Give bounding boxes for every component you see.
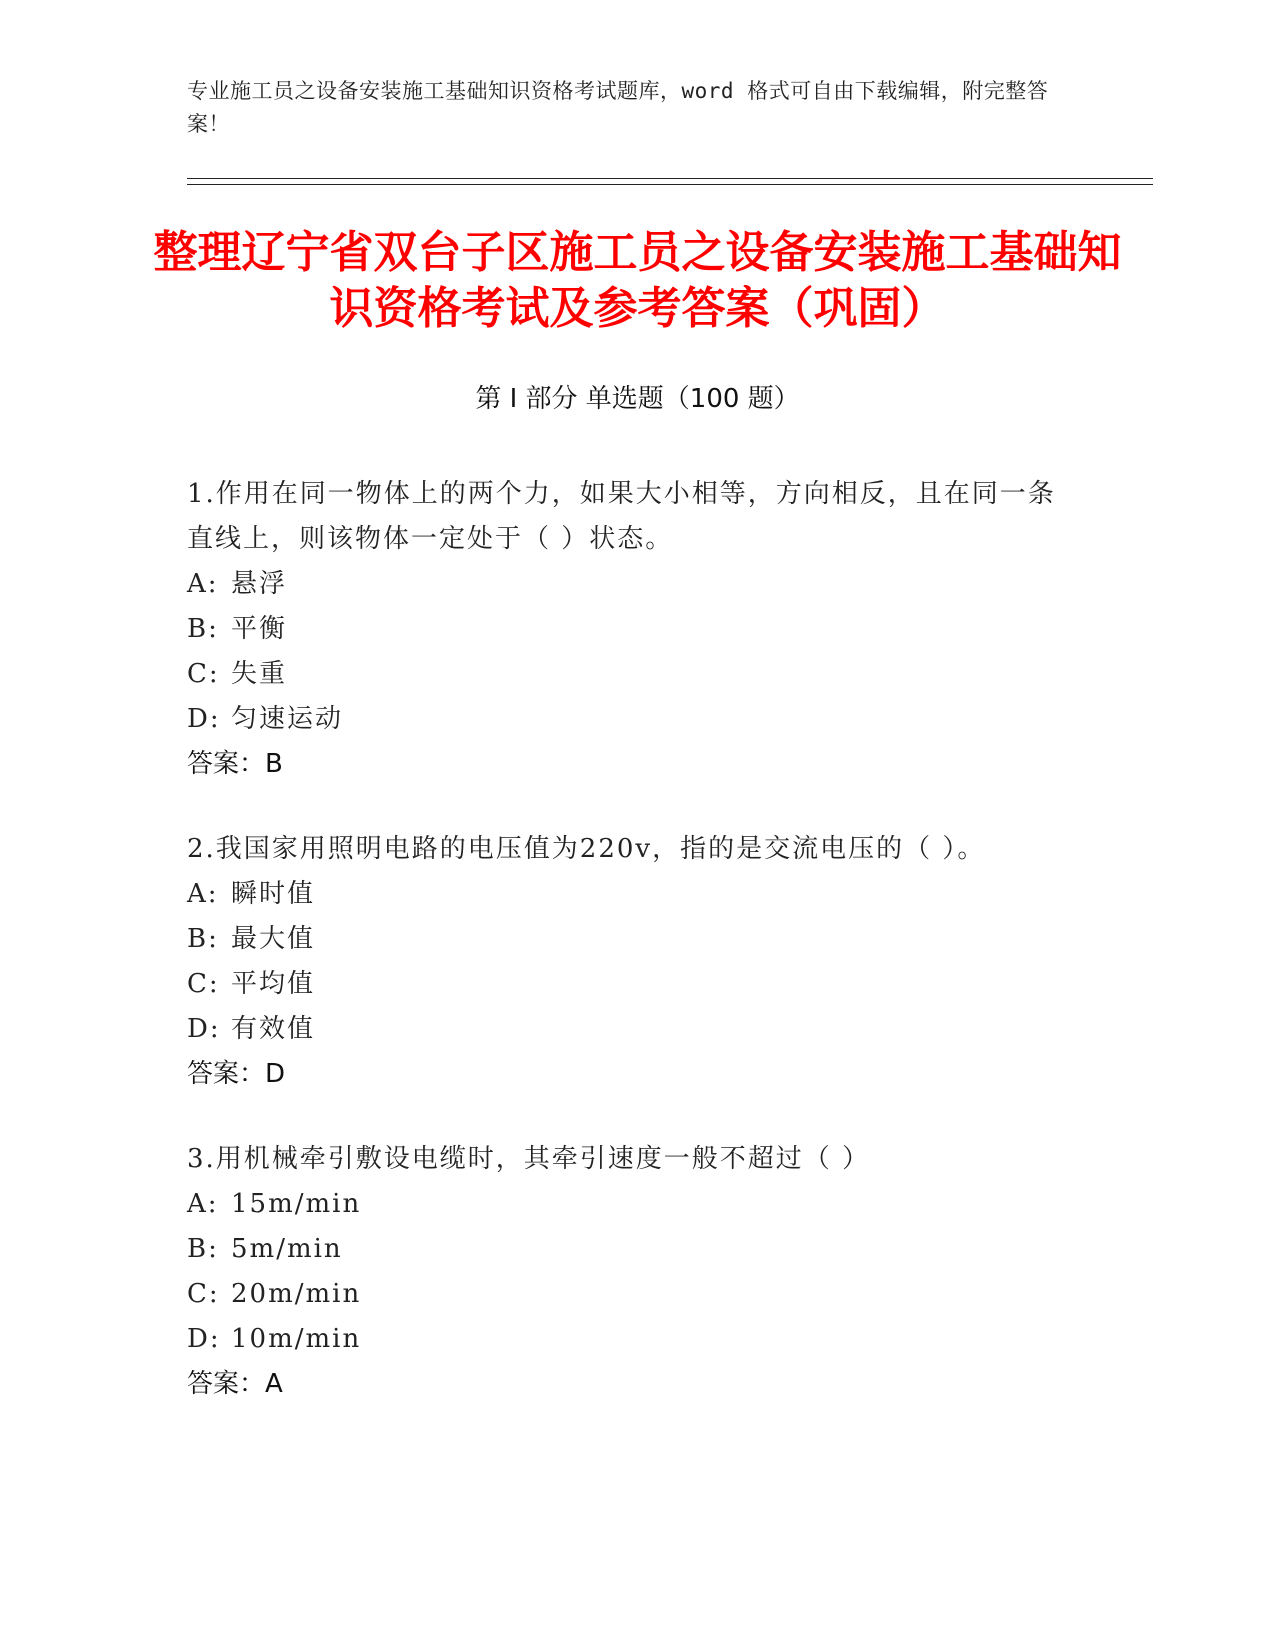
- option-key: C:: [187, 1279, 220, 1309]
- answer-line: 答案：A: [187, 1369, 283, 1399]
- option-key: B:: [187, 1234, 219, 1264]
- option-text: 10m/min: [231, 1324, 362, 1354]
- option-text: 15m/min: [231, 1189, 362, 1219]
- question-stem: 3.用机械牵引敷设电缆时，其牵引速度一般不超过（ ）: [187, 1144, 871, 1174]
- option-d: [187, 1317, 1067, 1362]
- option-text: 瞬时值: [231, 879, 316, 909]
- answer-line: 答案：B: [187, 749, 283, 779]
- option-text: 5m/min: [231, 1234, 343, 1264]
- option-text: 失重: [231, 659, 288, 689]
- option-text: 平均值: [231, 969, 316, 999]
- header-divider-bottom: [187, 184, 1153, 185]
- option-key: D:: [187, 1324, 221, 1354]
- option-b: [187, 607, 1067, 652]
- option-text: 有效值: [231, 1014, 316, 1044]
- question-3: [187, 1137, 1067, 1407]
- option-d: [187, 1007, 1067, 1052]
- option-a: [187, 1182, 1067, 1227]
- question-stem: 2.我国家用照明电路的电压值为220v，指的是交流电压的（ ）。: [187, 834, 986, 864]
- header-divider-top: [187, 178, 1153, 179]
- option-key: B:: [187, 924, 219, 954]
- section-heading: 第 I 部分 单选题（100 题）: [475, 384, 800, 414]
- option-key: A:: [187, 569, 219, 599]
- option-c: [187, 962, 1067, 1007]
- question-1: [187, 472, 1067, 787]
- option-text: 平衡: [231, 614, 288, 644]
- option-key: B:: [187, 614, 219, 644]
- option-key: A:: [187, 879, 219, 909]
- option-key: C:: [187, 659, 220, 689]
- option-key: D:: [187, 704, 221, 734]
- option-a: [187, 562, 1067, 607]
- option-b: [187, 917, 1067, 962]
- option-c: [187, 1272, 1067, 1317]
- option-text: 20m/min: [231, 1279, 362, 1309]
- option-key: D:: [187, 1014, 221, 1044]
- option-b: [187, 1227, 1067, 1272]
- document-title: 整理辽宁省双台子区施工员之设备安装施工基础知识资格考试及参考答案（巩固）: [153, 227, 1122, 334]
- option-text: 悬浮: [231, 569, 288, 599]
- option-d: [187, 697, 1067, 742]
- option-c: [187, 652, 1067, 697]
- answer-line: 答案：D: [187, 1059, 286, 1089]
- option-text: 匀速运动: [231, 704, 344, 734]
- header-note: 专业施工员之设备安装施工基础知识资格考试题库，word 格式可自由下载编辑，附完整答案！: [187, 79, 1049, 136]
- question-list: [187, 472, 1067, 1447]
- option-a: [187, 872, 1067, 917]
- option-text: 最大值: [231, 924, 316, 954]
- option-key: A:: [187, 1189, 219, 1219]
- option-key: C:: [187, 969, 220, 999]
- question-2: [187, 827, 1067, 1097]
- question-stem: 1.作用在同一物体上的两个力，如果大小相等，方向相反，且在同一条直线上，则该物体一定处于（ ）状态。: [187, 479, 1056, 554]
